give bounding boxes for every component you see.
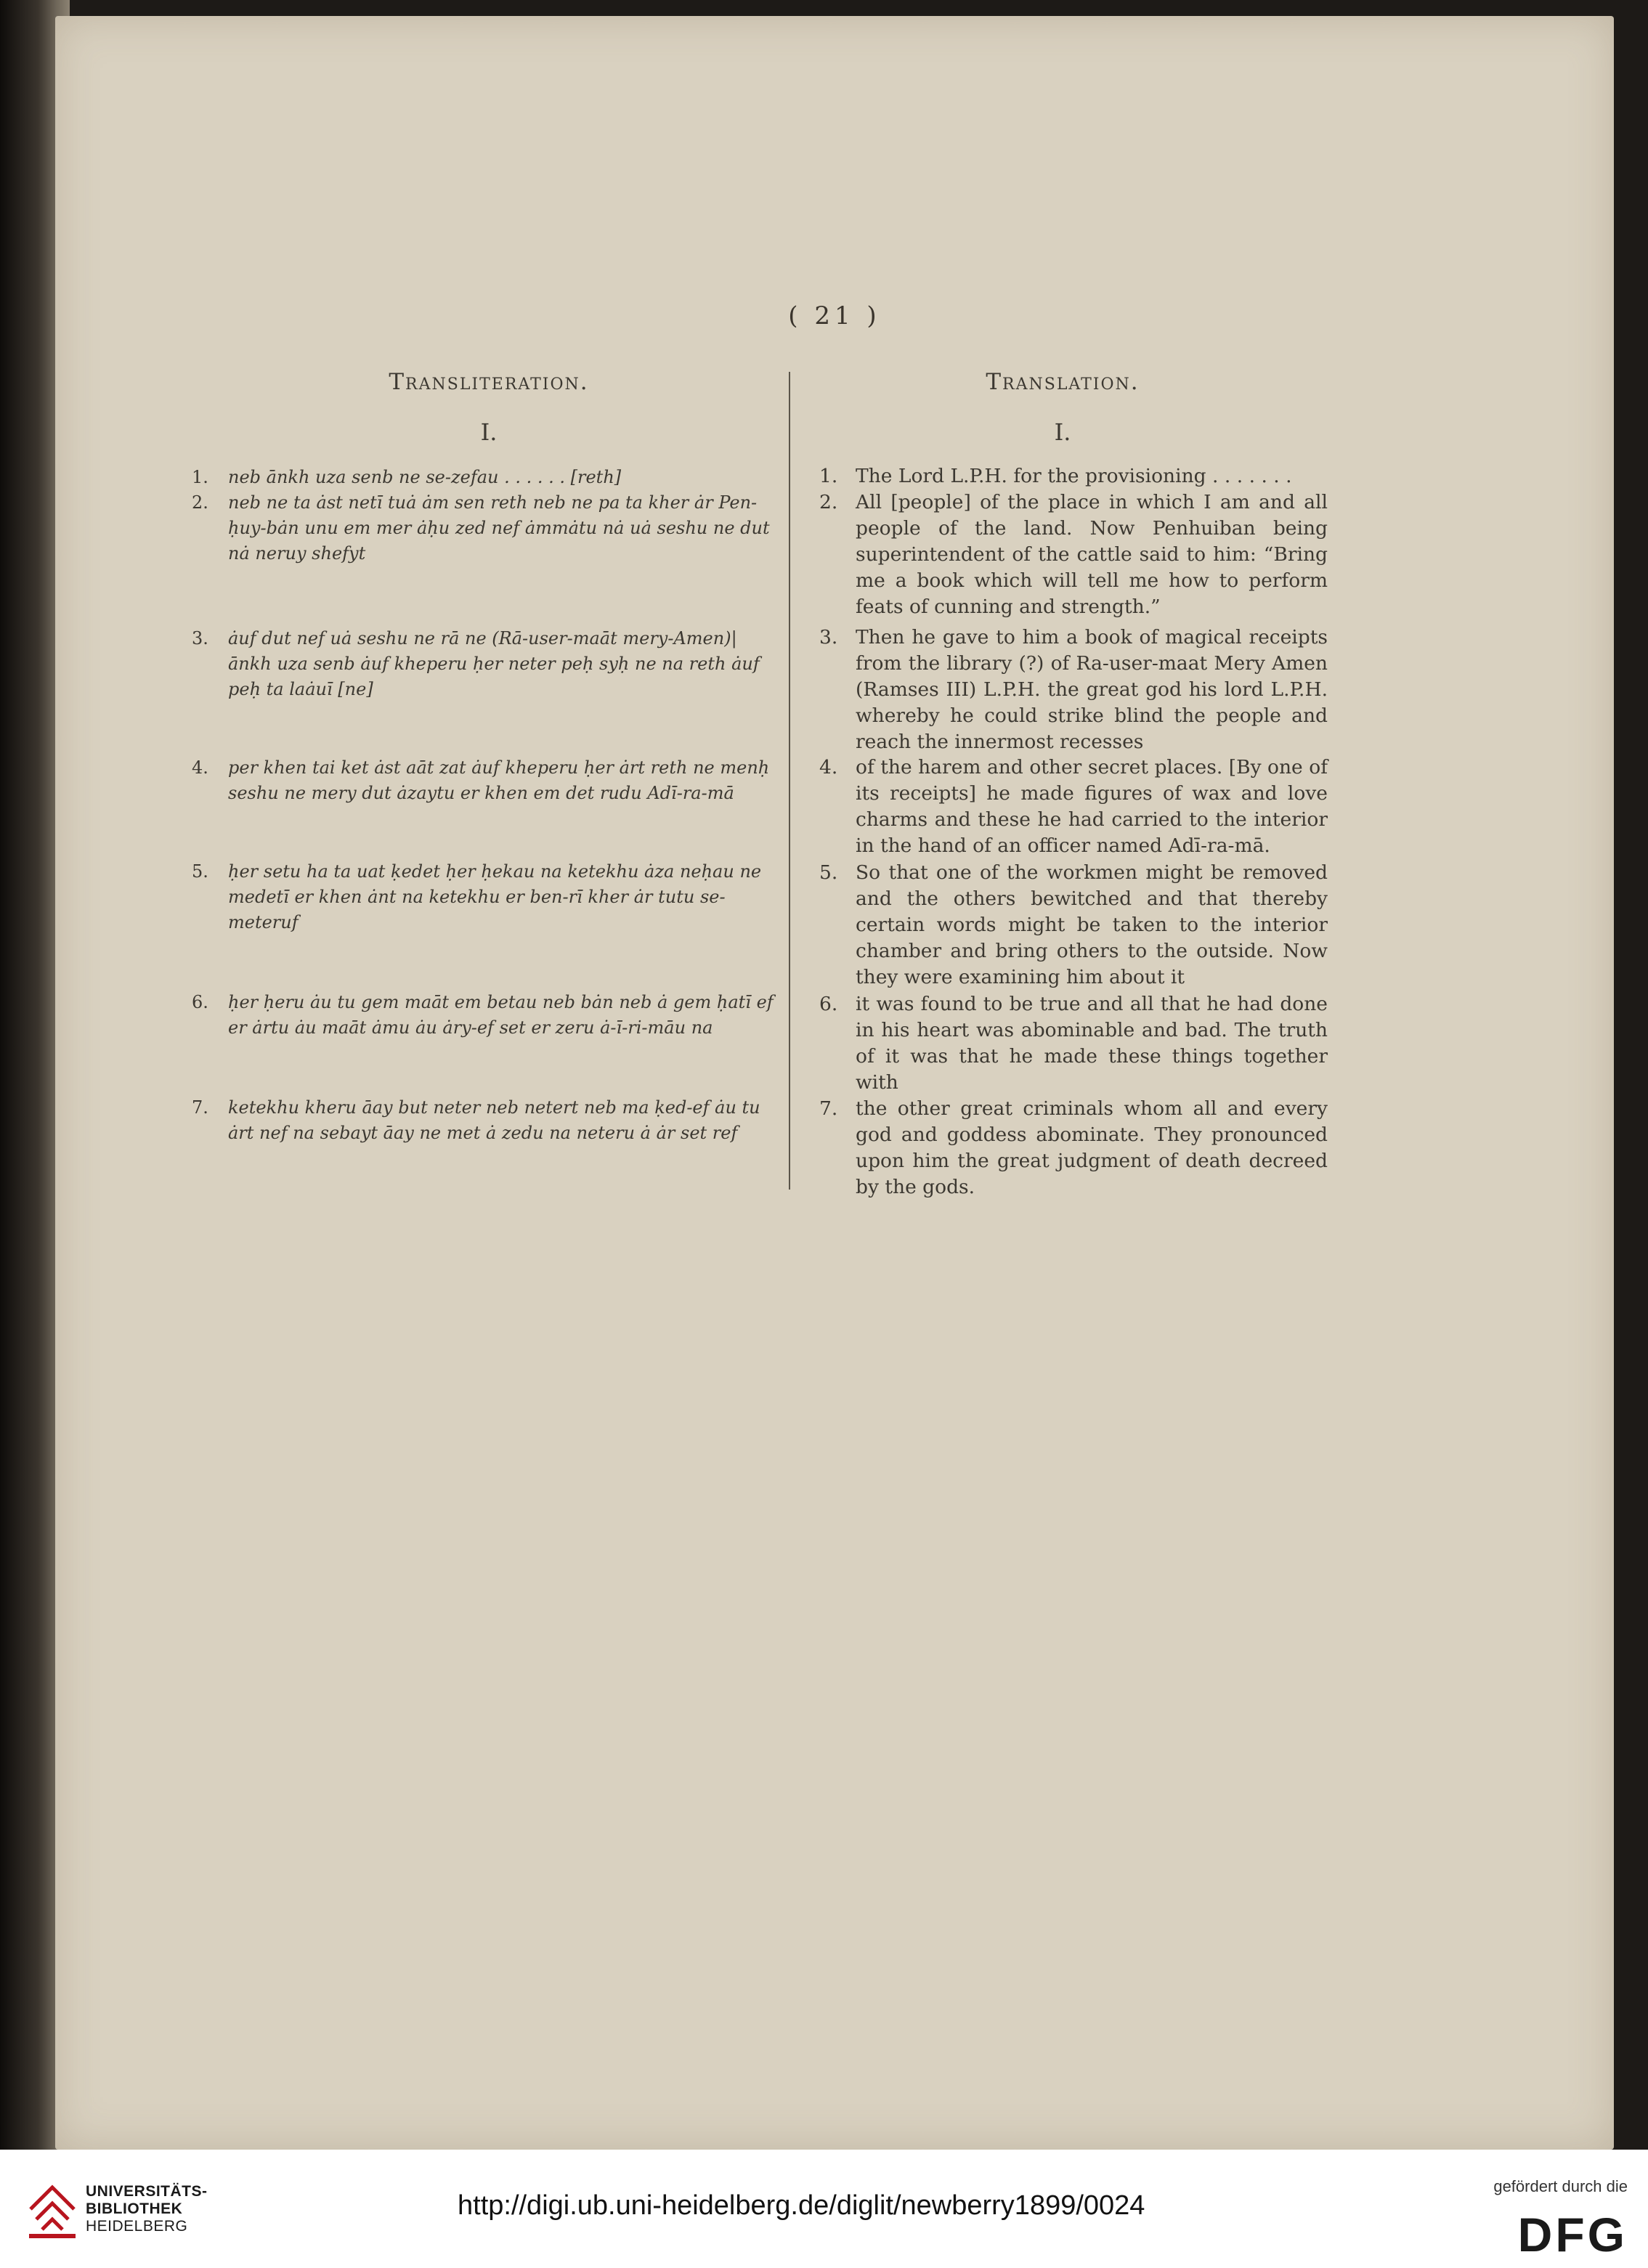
- entry-text: of the harem and other secret places. [By one of its receipts] he made figures of wax and love charms and these he had carried to the interior in the hand of an officer named Adī-ra-mā.: [856, 756, 1328, 857]
- translation-entry: [819, 860, 1328, 991]
- transliteration-section-numeral: I.: [480, 418, 498, 446]
- university-library-logo-icon[interactable]: [26, 2174, 78, 2245]
- transliteration-entry: [192, 465, 786, 490]
- entry-number: 6.: [819, 993, 838, 1015]
- entry-number: 5.: [819, 861, 838, 884]
- viewer-footer: [0, 2150, 1648, 2268]
- column-divider: [789, 372, 790, 1190]
- entry-number: 5.: [192, 861, 208, 882]
- library-name-line-1: UNIVERSITÄTS-: [86, 2183, 208, 2200]
- entry-number: 7.: [192, 1097, 208, 1118]
- translation-section-numeral: I.: [1054, 418, 1071, 446]
- library-name-line-3: HEIDELBERG: [86, 2218, 188, 2235]
- translation-entry: [819, 489, 1328, 620]
- dfg-logo[interactable]: DFG: [1517, 2208, 1628, 2261]
- entry-text: ȧuf dut nef uȧ seshu ne rā ne (Rā-user-maāt mery-Amen)| ānkh uza senb ȧuf kheperu ḥer neter peḥ syḥ ne na reth ȧuf peḥ ta laȧuī [ne]: [228, 628, 760, 699]
- entry-text: neb ānkh uza senb ne se-zefau . . . . . . [reth]: [228, 467, 622, 487]
- permalink-url[interactable]: http://digi.ub.uni-heidelberg.de/diglit/newberry1899/0024: [458, 2190, 1145, 2221]
- translation-entry: [819, 463, 1328, 489]
- transliteration-entry: [192, 626, 786, 702]
- library-name-line-2: BIBLIOTHEK: [86, 2200, 183, 2217]
- entry-number: 2.: [819, 491, 838, 513]
- entry-number: 1.: [819, 465, 838, 487]
- entry-text: Then he gave to him a book of magical receipts from the library (?) of Ra-user-maat Mery Amen (Ramses III) L.P.H. the great god his lord L.P.H. whereby he could strike blind the people and reach the innermost recesses: [856, 626, 1328, 753]
- entry-text: ḥer setu ha ta uat ḳedet ḥer ḥekau na ketekhu ȧza neḥau ne medetī er khen ȧnt na ketekhu er ben-rī kher ȧr tutu se-meteruf: [228, 861, 762, 932]
- entry-text: ketekhu kheru āay but neter neb netert neb ma ḳed-ef ȧu tu ȧrt nef na sebayt āay ne met ȧ zedu na neteru ȧ ȧr set ref: [228, 1097, 760, 1143]
- transliteration-entry: [192, 859, 786, 935]
- entry-text: So that one of the workmen might be removed and the others bewitched and that thereby certain words might be taken to the interior chamber and bring others to the outside. Now they were examining him about it: [856, 861, 1328, 988]
- entry-number: 4.: [819, 756, 838, 779]
- entry-text: it was found to be true and all that he had done in his heart was abominable and bad. The truth of it was that he made these things together with: [856, 993, 1328, 1094]
- transliteration-entry: [192, 490, 786, 566]
- page-number: ( 21 ): [788, 301, 881, 330]
- sponsor-label: gefördert durch die: [1493, 2177, 1628, 2195]
- entry-number: 2.: [192, 492, 208, 513]
- transliteration-column: [192, 367, 786, 1143]
- translation-entry: [819, 755, 1328, 859]
- entry-text: The Lord L.P.H. for the provisioning . . . . . . .: [856, 465, 1292, 487]
- entry-text: neb ne ta ȧst netī tuȧ ȧm sen reth neb ne pa ta kher ȧr Pen-ḥuy-bȧn unu em mer ȧḥu zed nef ȧmmȧtu nȧ uȧ seshu ne dut nȧ neruy shefyt: [228, 492, 770, 564]
- entry-number: 7.: [819, 1097, 838, 1120]
- entry-number: 3.: [192, 628, 208, 649]
- entry-number: 3.: [819, 626, 838, 649]
- entry-number: 6.: [192, 992, 208, 1012]
- translation-column: [761, 367, 1328, 1198]
- entry-text: ḥer ḥeru ȧu tu gem maāt em betau neb bȧn neb ȧ gem ḥatī ef er ȧrtu ȧu maāt ȧmu ȧu ȧry-ef set er zeru ȧ-ī-ri-māu na: [228, 992, 774, 1038]
- translation-entry: [819, 991, 1328, 1096]
- entry-text: the other great criminals whom all and every god and goddess abominate. They pronounced upon him the great judgment of death decreed by the gods.: [856, 1097, 1328, 1198]
- entry-text: All [people] of the place in which I am and all people of the land. Now Penhuiban being superintendent of the cattle said to him: “Bring me a book which will tell me how to perform feats of cunning and strength.”: [856, 491, 1328, 618]
- library-name[interactable]: [86, 2183, 208, 2235]
- entry-number: 4.: [192, 757, 208, 778]
- transliteration-heading: Transliteration.: [389, 369, 589, 395]
- translation-entry: [819, 625, 1328, 755]
- translation-heading: Translation.: [986, 369, 1140, 395]
- transliteration-entry: [192, 990, 786, 1041]
- transliteration-entry: [192, 755, 786, 806]
- entry-text: per khen tai ket ȧst aāt zat ȧuf kheperu ḥer ȧrt reth ne menḥ seshu ne mery dut ȧzaytu er khen em det rudu Adī-ra-mā: [228, 757, 770, 803]
- translation-entry: [819, 1096, 1328, 1200]
- entry-number: 1.: [192, 467, 208, 487]
- transliteration-entry: [192, 1095, 786, 1146]
